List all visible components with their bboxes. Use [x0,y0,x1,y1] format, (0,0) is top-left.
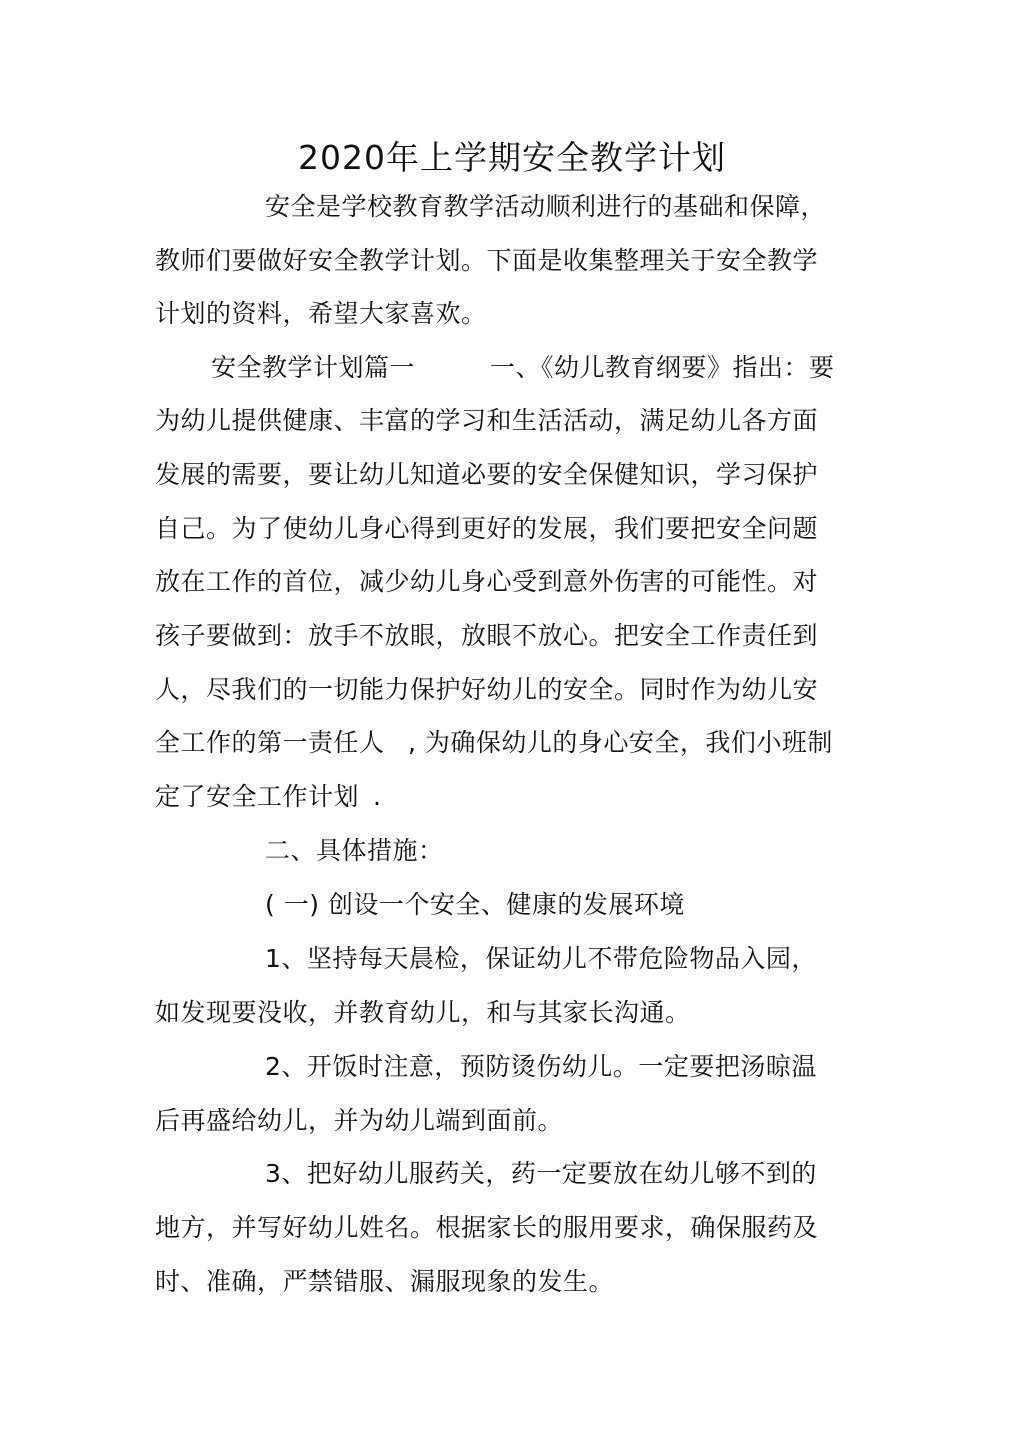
section1-line-1: 一、《幼儿教育纲要》指出：要 [490,353,835,382]
section1-line-9b: . [373,782,382,811]
section1-line-4: 自己。为了使幼儿身心得到更好的发展，我们要把安全问题 [155,514,819,543]
section-heading: 安全教学计划篇一 [211,353,416,382]
section1-line-9a: 定了安全工作计划 [155,782,360,811]
measures-heading: 二、具体措施： [265,836,444,865]
item-2-line-2: 后再盛给幼儿，并为幼儿端到面前。 [155,1106,564,1135]
item-3-line-1: 3、把好幼儿服药关，药一定要放在幼儿够不到的 [265,1159,817,1188]
item-3-line-3: 时、准确，严禁错服、漏服现象的发生。 [155,1267,615,1296]
item-2-line-1: 2、开饭时注意，预防烫伤幼儿。一定要把汤晾温 [265,1052,817,1081]
section1-line-3: 发展的需要，要让幼儿知道必要的安全保健知识，学习保护 [155,460,819,489]
sub-heading: ( 一) 创设一个安全、健康的发展环境 [265,890,685,919]
item-1-line-1: 1、坚持每天晨检，保证幼儿不带危险物品入园， [265,944,817,973]
intro-line-1: 安全是学校教育教学活动顺利进行的基础和保障， [265,192,827,221]
page-title: 2020年上学期安全教学计划 [298,138,726,177]
section1-line-2: 为幼儿提供健康、丰富的学习和生活活动，满足幼儿各方面 [155,406,819,435]
item-3-line-2: 地方，并写好幼儿姓名。根据家长的服用要求，确保服药及 [155,1213,819,1242]
section1-line-5: 放在工作的首位，减少幼儿身心受到意外伤害的可能性。对 [155,567,819,596]
intro-line-3: 计划的资料，希望大家喜欢。 [155,299,487,328]
section1-line-6: 孩子要做到：放手不放眼，放眼不放心。把安全工作责任到 [155,621,819,650]
section1-line-7: 人，尽我们的一切能力保护好幼儿的安全。同时作为幼儿安 [155,675,819,704]
section1-line-8a: 全工作的第一责任人 [155,728,385,757]
intro-line-2: 教师们要做好安全教学计划。下面是收集整理关于安全教学 [155,246,819,275]
item-1-line-2: 如发现要没收，并教育幼儿，和与其家长沟通。 [155,998,691,1027]
section1-line-8b: , 为确保幼儿的身心安全，我们小班制 [408,728,833,757]
